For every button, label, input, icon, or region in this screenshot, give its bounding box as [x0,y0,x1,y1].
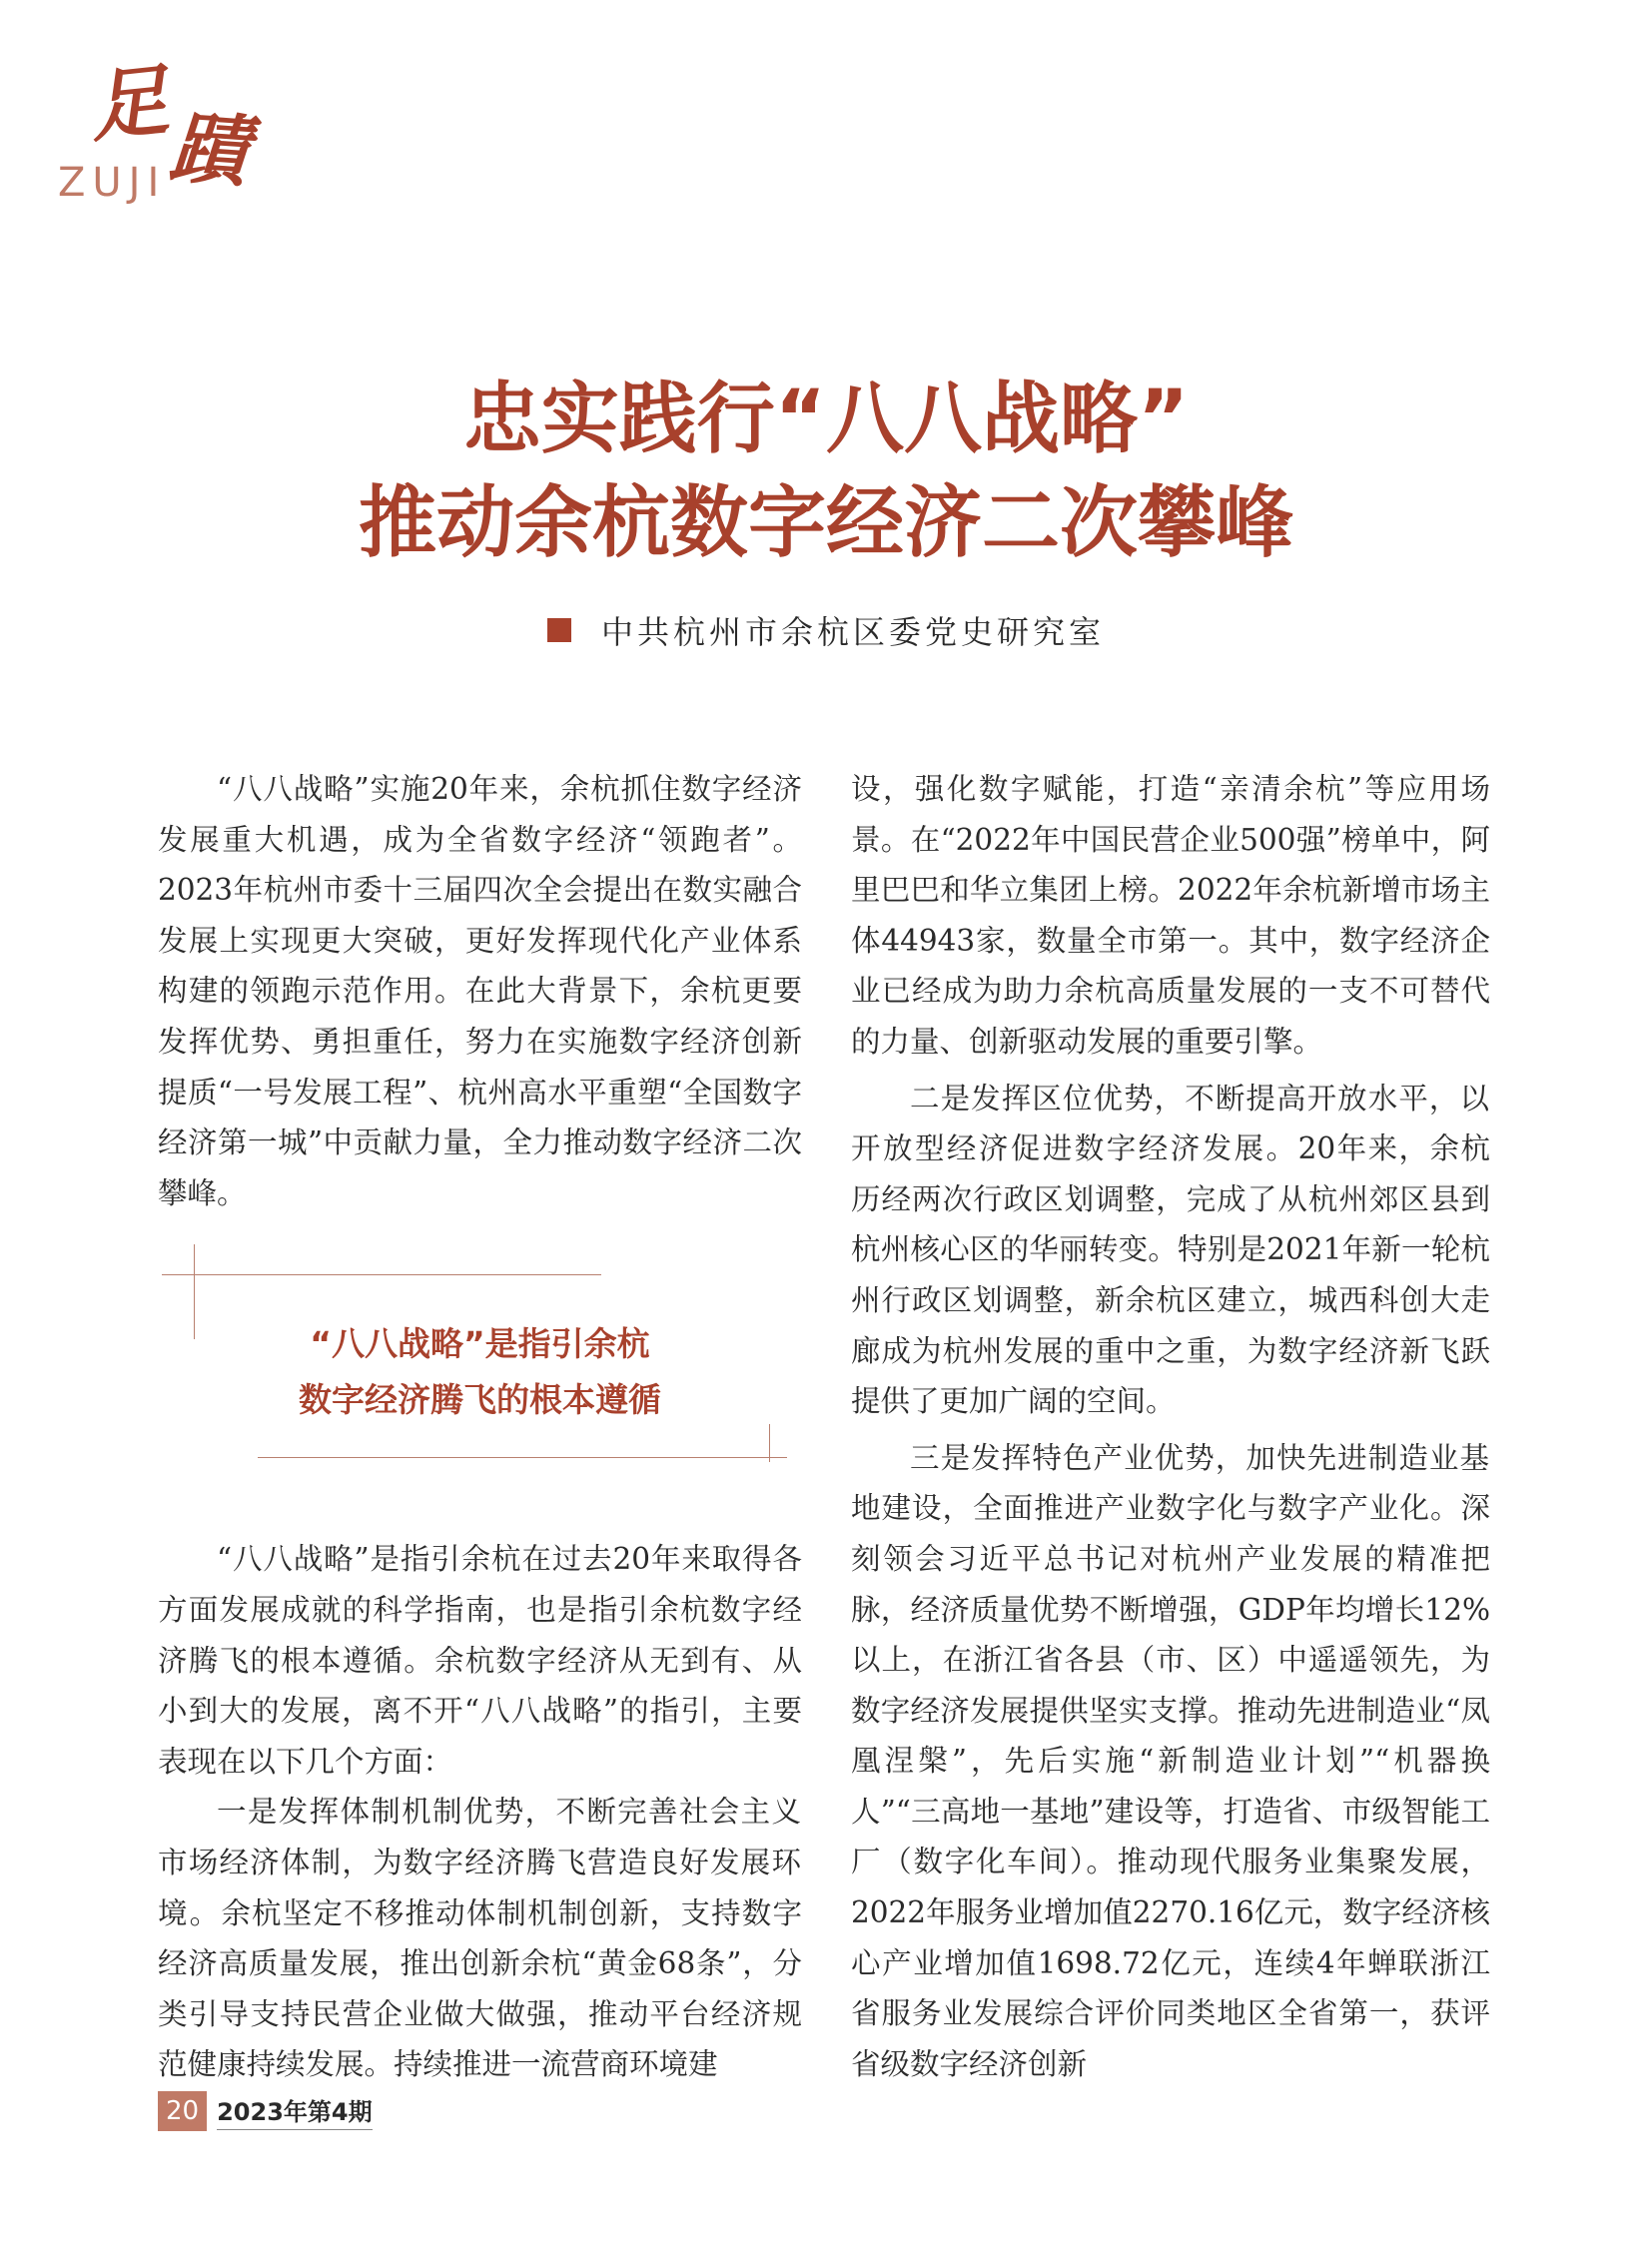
subheading-rule-right [769,1424,770,1462]
issue-label: 2023年第4期 [217,2092,373,2130]
right-column [851,764,1490,2089]
paragraph-body: 深刻领会习近平总书记对杭州产业发展的精准把脉，经济质量优势不断增强，GDP年均增长12%以上，在浙江省各县（市、区）中遥遥领先，为数字经济发展提供坚实支撑。推动先进制造业“凤凰涅槃”，先后实施“新制造业计划”“机器换人”“三高地一基地”建设等，打造省、市级智能工厂（数字化车间）。推动现代服务业集聚发展，2022年服务业增加值2270.16亿元，数字经济核心产业增加值1698.72亿元，连续4年蝉联浙江省服务业发展综合评价同类地区全省第一，获评省级数字经济创新 [851,1491,1490,2081]
paragraph-body: 余杭坚定不移推动体制机制创新，支持数字经济高质量发展，推出创新余杭“黄金68条”，分类引导支持民营企业做大做强，推动平台经济规范健康持续发展。持续推进一流营商环境建 [158,1895,802,2082]
subheading-line-2: 数字经济腾飞的根本遵循 [299,1380,661,1420]
left-column [158,764,802,2090]
body-paragraph [158,1787,802,2090]
intro-paragraph: “八八战略”实施20年来，余杭抓住数字经济发展重大机遇，成为全省数字经济“领跑者”。2023年杭州市委十三届四次全会提出在数实融合发展上实现更大突破，更好发挥现代化产业体系构建的领跑示范作用。在此大背景下，余杭更要发挥优势、勇担重任，努力在实施数字经济创新提质“一号发展工程”、杭州高水平重塑“全国数字经济第一城”中贡献力量，全力推动数字经济二次攀峰。 [158,772,802,1210]
title-line-2: 推动余杭数字经济二次攀峰 [358,478,1293,568]
body-paragraph: “八八战略”是指引余杭在过去20年来取得各方面发展成就的科学指南，也是指引余杭数字经济腾飞的根本遵循。余杭数字经济从无到有、从小到大的发展，离不开“八八战略”的指引，主要表现在以下几个方面： [158,1542,802,1779]
subheading-line-1: “八八战略”是指引余杭 [310,1324,650,1364]
subheading-rule-top [162,1274,601,1275]
logo-char-ji: 蹟 [166,102,252,199]
square-marker-icon [547,618,571,642]
title-line-1: 忠实践行“八八战略” [462,374,1190,464]
page-footer [158,2091,373,2131]
subheading-rule-bottom [258,1457,787,1458]
section-subheading [158,1224,802,1534]
paragraph-lead: 一是发挥体制机制优势，不断完善社会主义市场经济体制，为数字经济腾飞营造良好发展环境。 [158,1795,802,1930]
logo-char-zu: 足 [85,55,173,154]
body-paragraph [851,1074,1490,1427]
article-title [0,370,1652,573]
body-paragraph [851,1433,1490,2090]
body-paragraph: 设，强化数字赋能，打造“亲清余杭”等应用场景。在“2022年中国民营企业500强”榜单中，阿里巴巴和华立集团上榜。2022年余杭新增市场主体44943家，数量全市第一。其中，数字经济企业已经成为助力余杭高质量发展的一支不可替代的力量、创新驱动发展的重要引擎。 [851,772,1490,1059]
paragraph-body: 20年来，余杭历经两次行政区划调整，完成了从杭州郊区县到杭州核心区的华丽转变。特别是2021年新一轮杭州行政区划调整，新余杭区建立，城西科创大走廊成为杭州发展的重中之重，为数字经济新飞跃提供了更加广阔的空间。 [851,1131,1490,1419]
paragraph-lead: 三是发挥特色产业优势，加快先进制造业基地建设，全面推进产业数字化与数字产业化。 [851,1440,1490,1526]
page-number: 20 [158,2091,207,2131]
paragraph-lead: 二是发挥区位优势，不断提高开放水平，以开放型经济促进数字经济发展。 [851,1081,1490,1166]
logo-english: ZUJI [58,160,167,206]
subheading-text [158,1316,802,1428]
section-logo [52,55,292,210]
author-name: 中共杭州市余杭区委党史研究室 [600,613,1105,651]
author-byline [0,607,1652,653]
